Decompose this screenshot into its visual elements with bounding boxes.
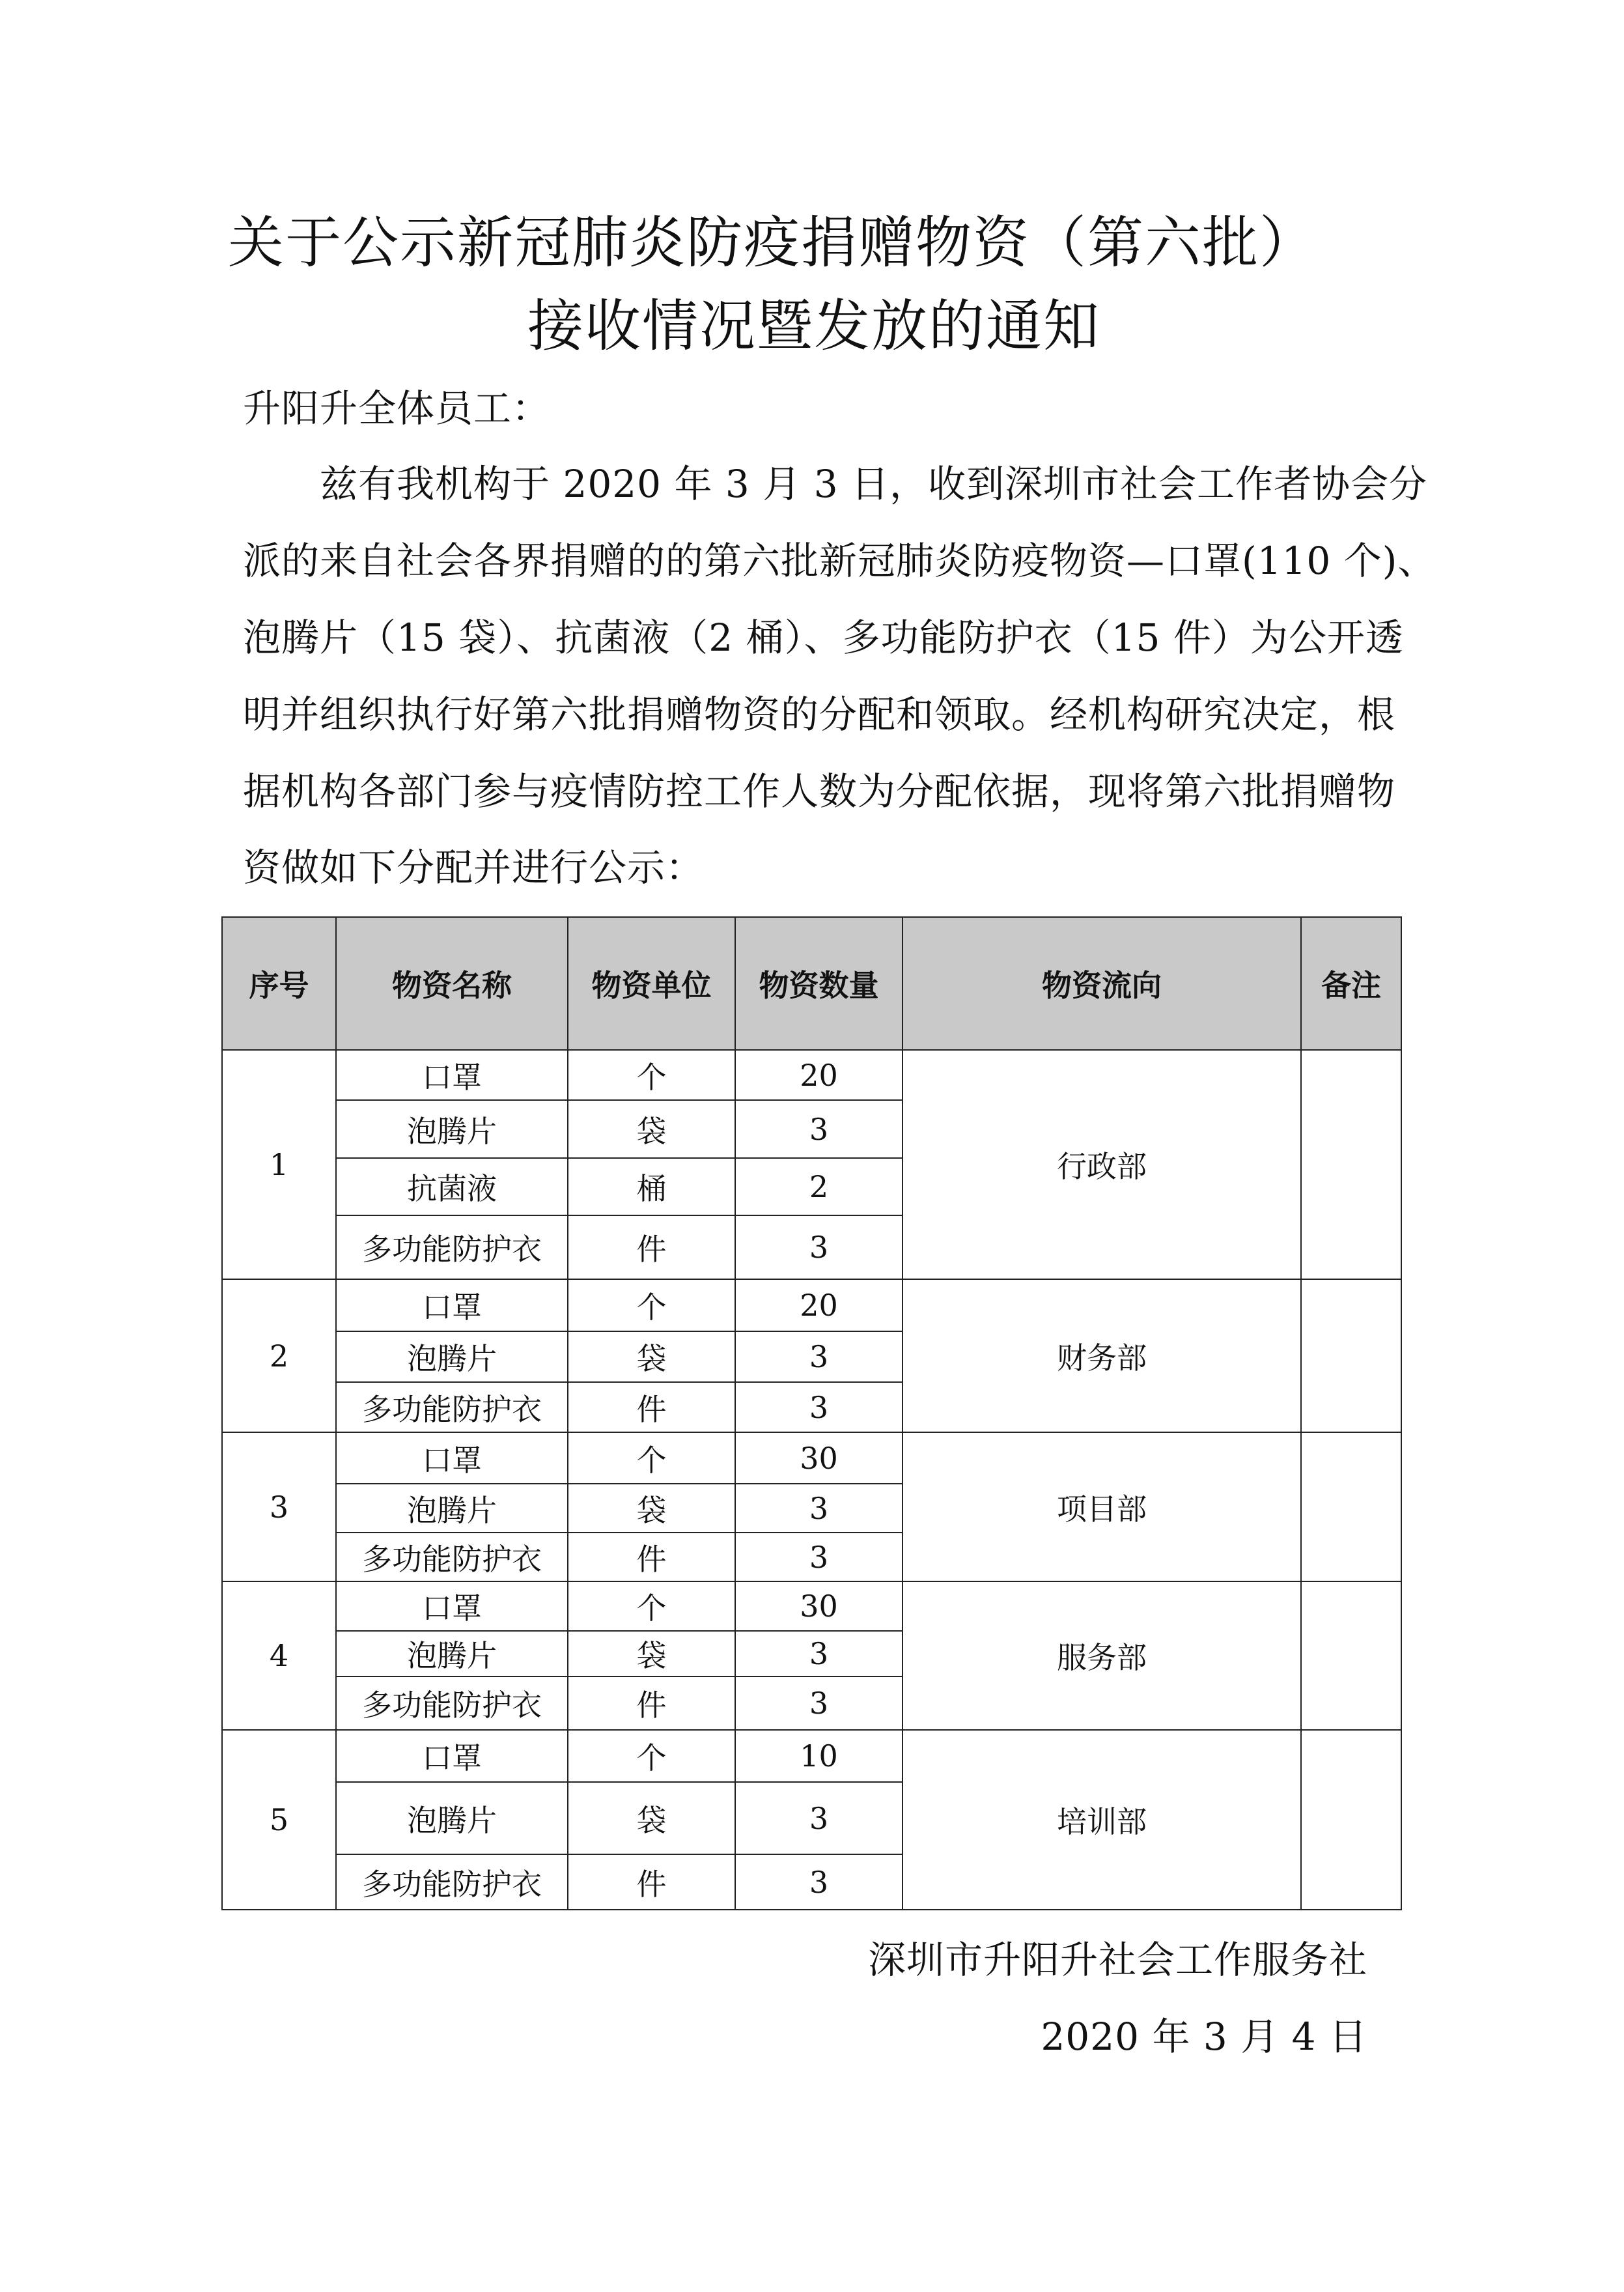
- serial-cell: 2: [222, 1279, 336, 1432]
- quantity-cell: 3: [735, 1631, 903, 1677]
- header-item-name: 物资名称: [336, 917, 568, 1050]
- allocation-table: [221, 916, 1402, 1910]
- item-name-cell: 口罩: [336, 1581, 568, 1631]
- item-name-cell: 多功能防护衣: [336, 1382, 568, 1432]
- unit-cell: 件: [568, 1533, 735, 1581]
- body-line: 兹有我机构于 2020 年 3 月 3 日，收到深圳市社会工作者协会分: [243, 462, 1428, 506]
- item-name-cell: 口罩: [336, 1432, 568, 1484]
- item-name-cell: 泡腾片: [336, 1331, 568, 1382]
- body-line: 泡腾片（15 袋）、抗菌液（2 桶）、多功能防护衣（15 件）为公开透: [243, 615, 1404, 660]
- quantity-cell: 2: [735, 1158, 903, 1215]
- destination-cell: 服务部: [903, 1581, 1301, 1730]
- quantity-cell: 3: [735, 1331, 903, 1382]
- unit-cell: 个: [568, 1581, 735, 1631]
- remarks-cell: [1301, 1581, 1401, 1730]
- unit-cell: 袋: [568, 1484, 735, 1533]
- header-quantity: 物资数量: [735, 917, 903, 1050]
- table-row: [222, 1050, 1401, 1100]
- quantity-cell: 3: [735, 1782, 903, 1854]
- unit-cell: 个: [568, 1279, 735, 1331]
- item-name-cell: 多功能防护衣: [336, 1215, 568, 1279]
- destination-cell: 培训部: [903, 1730, 1301, 1910]
- unit-cell: 件: [568, 1677, 735, 1730]
- item-name-cell: 多功能防护衣: [336, 1854, 568, 1910]
- header-remarks: 备注: [1301, 917, 1401, 1050]
- quantity-cell: 3: [735, 1677, 903, 1730]
- table-row: [222, 1581, 1401, 1631]
- quantity-cell: 3: [735, 1215, 903, 1279]
- quantity-cell: 3: [735, 1854, 903, 1910]
- item-name-cell: 泡腾片: [336, 1100, 568, 1158]
- body-line: 据机构各部门参与疫情防控工作人数为分配依据，现将第六批捐赠物: [243, 769, 1396, 814]
- unit-cell: 桶: [568, 1158, 735, 1215]
- quantity-cell: 20: [735, 1279, 903, 1331]
- item-name-cell: 口罩: [336, 1279, 568, 1331]
- quantity-cell: 3: [735, 1484, 903, 1533]
- header-unit: 物资单位: [568, 917, 735, 1050]
- unit-cell: 件: [568, 1854, 735, 1910]
- item-name-cell: 泡腾片: [336, 1782, 568, 1854]
- body-line: 明并组织执行好第六批捐赠物资的分配和领取。经机构研究决定，根: [243, 692, 1396, 737]
- item-name-cell: 抗菌液: [336, 1158, 568, 1215]
- signature-date: 2020 年 3 月 4 日: [1041, 2015, 1367, 2059]
- document-title-line-2: 接收情况暨发放的通知: [527, 294, 1100, 359]
- remarks-cell: [1301, 1279, 1401, 1432]
- remarks-cell: [1301, 1050, 1401, 1279]
- item-name-cell: 多功能防护衣: [336, 1533, 568, 1581]
- quantity-cell: 10: [735, 1730, 903, 1782]
- quantity-cell: 30: [735, 1432, 903, 1484]
- item-name-cell: 泡腾片: [336, 1484, 568, 1533]
- serial-cell: 1: [222, 1050, 336, 1279]
- unit-cell: 个: [568, 1432, 735, 1484]
- unit-cell: 袋: [568, 1331, 735, 1382]
- serial-cell: 3: [222, 1432, 336, 1581]
- serial-cell: 5: [222, 1730, 336, 1910]
- body-line: 资做如下分配并进行公示：: [243, 845, 705, 890]
- destination-cell: 项目部: [903, 1432, 1301, 1581]
- item-name-cell: 多功能防护衣: [336, 1677, 568, 1730]
- quantity-cell: 3: [735, 1382, 903, 1432]
- table-row: [222, 1730, 1401, 1782]
- salutation: 升阳升全体员工：: [243, 386, 551, 431]
- header-serial: 序号: [222, 917, 336, 1050]
- item-name-cell: 口罩: [336, 1730, 568, 1782]
- header-destination: 物资流向: [903, 917, 1301, 1050]
- table-row: [222, 1432, 1401, 1484]
- quantity-cell: 20: [735, 1050, 903, 1100]
- unit-cell: 个: [568, 1730, 735, 1782]
- serial-cell: 4: [222, 1581, 336, 1730]
- unit-cell: 个: [568, 1050, 735, 1100]
- unit-cell: 袋: [568, 1631, 735, 1677]
- document-title-line-1: 关于公示新冠肺炎防疫捐赠物资（第六批）: [228, 210, 1317, 276]
- signature-organization: 深圳市升阳升社会工作服务社: [867, 1938, 1367, 1982]
- remarks-cell: [1301, 1432, 1401, 1581]
- body-line: 派的来自社会各界捐赠的的第六批新冠肺炎防疫物资—口罩(110 个)、: [243, 539, 1436, 583]
- unit-cell: 件: [568, 1215, 735, 1279]
- quantity-cell: 3: [735, 1100, 903, 1158]
- unit-cell: 袋: [568, 1782, 735, 1854]
- unit-cell: 袋: [568, 1100, 735, 1158]
- destination-cell: 行政部: [903, 1050, 1301, 1279]
- remarks-cell: [1301, 1730, 1401, 1910]
- table-header-row: [222, 917, 1401, 1050]
- unit-cell: 件: [568, 1382, 735, 1432]
- item-name-cell: 泡腾片: [336, 1631, 568, 1677]
- item-name-cell: 口罩: [336, 1050, 568, 1100]
- destination-cell: 财务部: [903, 1279, 1301, 1432]
- table-row: [222, 1279, 1401, 1331]
- quantity-cell: 3: [735, 1533, 903, 1581]
- quantity-cell: 30: [735, 1581, 903, 1631]
